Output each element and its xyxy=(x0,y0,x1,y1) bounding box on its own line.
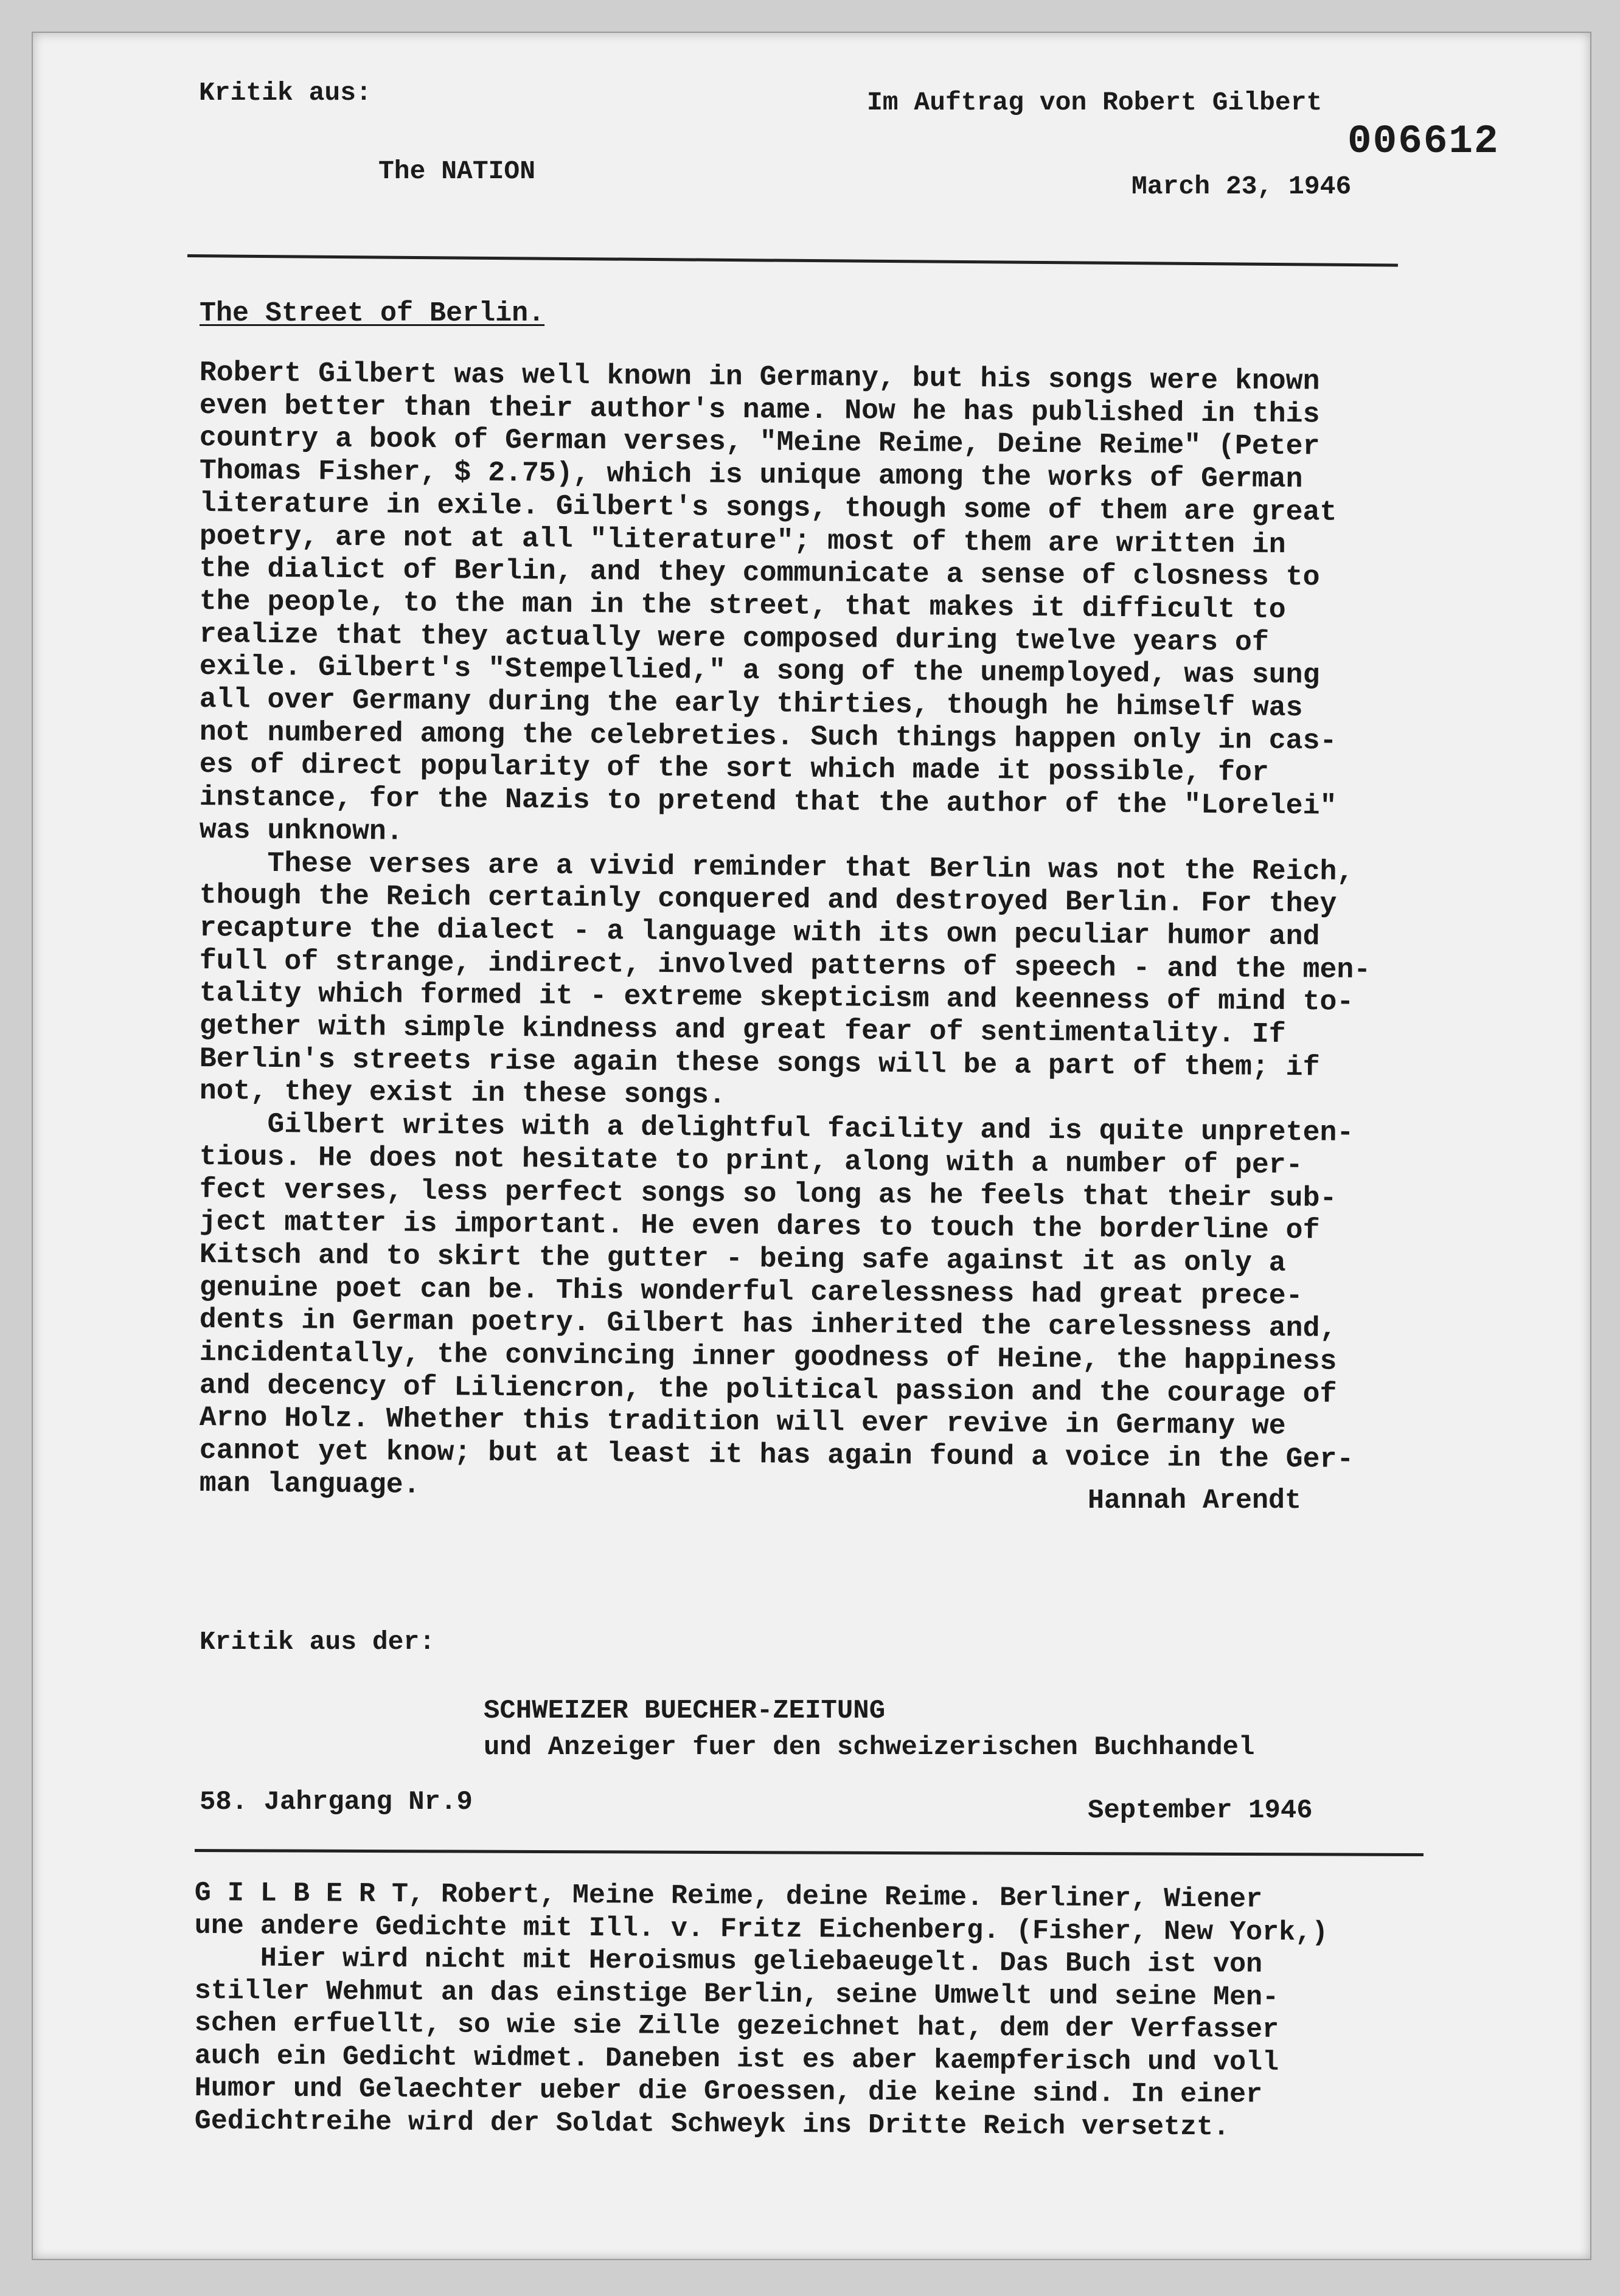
publication-name: The NATION xyxy=(378,156,536,186)
text-line: tious. He does not hesitate to print, along with a number of per- xyxy=(199,1140,1303,1182)
text-line: not numbered among the celebreties. Such things happen only in cas- xyxy=(199,715,1337,757)
commission-line: Im Auftrag von Robert Gilbert xyxy=(867,88,1323,117)
text-line: was unknown. xyxy=(199,813,403,848)
text-line: though the Reich certainly conquered and destroyed Berlin. For they xyxy=(199,879,1337,920)
text-line: the people, to the man in the street, that makes it difficult to xyxy=(199,584,1286,626)
text-line: all over Germany during the early thirties, though he himself was xyxy=(199,683,1303,724)
kritik-aus-der-label: Kritik aus der: xyxy=(200,1627,436,1657)
text-line: country a book of German verses, "Meine Reime, Deine Reime" (Peter xyxy=(199,421,1320,463)
text-line: the dialict of Berlin, and they communicate a sense of closness to xyxy=(199,552,1320,594)
text-line: stiller Wehmut an das einstige Berlin, seine Umwelt und seine Men- xyxy=(194,1975,1279,2013)
text-line: une andere Gedichte mit Ill. v. Fritz Eichenberg. (Fisher, New York,) xyxy=(194,1910,1329,1948)
text-line: instance, for the Nazis to pretend that the author of the "Lorelei" xyxy=(199,781,1337,822)
text-line: not, they exist in these songs. xyxy=(199,1075,726,1112)
document-number: 006612 xyxy=(1347,119,1500,164)
text-line: man language. xyxy=(199,1466,420,1501)
text-line: and decency of Liliencron, the political passion and the courage of xyxy=(199,1368,1337,1410)
text-line: incidentally, the convincing inner goodness of Heine, the happiness xyxy=(199,1336,1337,1378)
text-line: realize that they actually were composed during twelve years of xyxy=(199,617,1269,659)
text-line: auch ein Gedicht widmet. Daneben ist es aber kaempferisch und voll xyxy=(194,2040,1279,2078)
text-line: cannot yet know; but at least it has again found a voice in the Ger- xyxy=(199,1434,1354,1476)
text-line: Arno Holz. Whether this tradition will ever revive in Germany we xyxy=(199,1401,1286,1443)
text-line: Thomas Fisher, $ 2.75), which is unique among the works of German xyxy=(199,454,1303,496)
text-line: schen erfuellt, so wie sie Zille gezeichnet hat, dem der Verfasser xyxy=(194,2008,1279,2045)
publication2-line1: SCHWEIZER BUECHER-ZEITUNG xyxy=(484,1696,886,1726)
text-line: Berlin's streets rise again these songs will be a part of them; if xyxy=(199,1042,1320,1084)
text-line: Humor und Gelaechter ueber die Groessen, die keine sind. In einer xyxy=(194,2073,1263,2110)
text-line: Gilbert writes with a delightful facility and is quite unpreten- xyxy=(199,1108,1354,1149)
text-line: tality which formed it - extreme skepticism and keenness of mind to- xyxy=(199,977,1354,1019)
review-title: The Street of Berlin. xyxy=(200,298,545,329)
text-line: dents in German poetry. Gilbert has inherited the carelessness and, xyxy=(199,1303,1337,1345)
text-line: es of direct popularity of the sort which made it possible, for xyxy=(199,748,1269,789)
publication2-date: September 1946 xyxy=(1088,1795,1313,1826)
text-line: G I L B E R T, Robert, Meine Reime, deine Reime. Berliner, Wiener xyxy=(194,1878,1263,1915)
text-line: ject matter is important. He even dares to touch the borderline of xyxy=(199,1205,1320,1247)
text-line: poetry, are not at all "literature"; most of them are written in xyxy=(199,519,1286,561)
signature: Hannah Arendt xyxy=(1088,1485,1302,1516)
issue-number: 58. Jahrgang Nr.9 xyxy=(200,1787,473,1817)
publication-date: March 23, 1946 xyxy=(1132,172,1352,201)
kritik-aus-label: Kritik aus: xyxy=(199,78,372,108)
text-line: even better than their author's name. Now he has published in this xyxy=(199,389,1320,431)
publication2-line2: und Anzeiger fuer den schweizerischen Buchhandel xyxy=(484,1732,1255,1763)
text-line: full of strange, indirect, involved patterns of speech - and the men- xyxy=(199,944,1371,986)
text-line: fect verses, less perfect songs so long as he feels that their sub- xyxy=(199,1173,1337,1215)
text-line: Kitsch and to skirt the gutter - being safe against it as only a xyxy=(199,1238,1286,1279)
text-line: Gedichtreihe wird der Soldat Schweyk ins Dritte Reich versetzt. xyxy=(194,2105,1230,2143)
text-line: genuine poet can be. This wonderful carelessness had great prece- xyxy=(199,1271,1303,1312)
text-line: recapture the dialect - a language with its own peculiar humor and xyxy=(199,911,1320,953)
text-line: Robert Gilbert was well known in Germany, but his songs were known xyxy=(199,356,1320,398)
text-line: literature in exile. Gilbert's songs, though some of them are great xyxy=(199,487,1337,529)
text-line: exile. Gilbert's "Stempellied," a song of the unemployed, was sung xyxy=(199,650,1320,692)
text-line: Hier wird nicht mit Heroismus geliebaeugelt. Das Buch ist von xyxy=(194,1943,1263,1980)
text-line: These verses are a vivid reminder that Berlin was not the Reich, xyxy=(199,846,1354,888)
text-line: gether with simple kindness and great fear of sentimentality. If xyxy=(199,1010,1286,1051)
